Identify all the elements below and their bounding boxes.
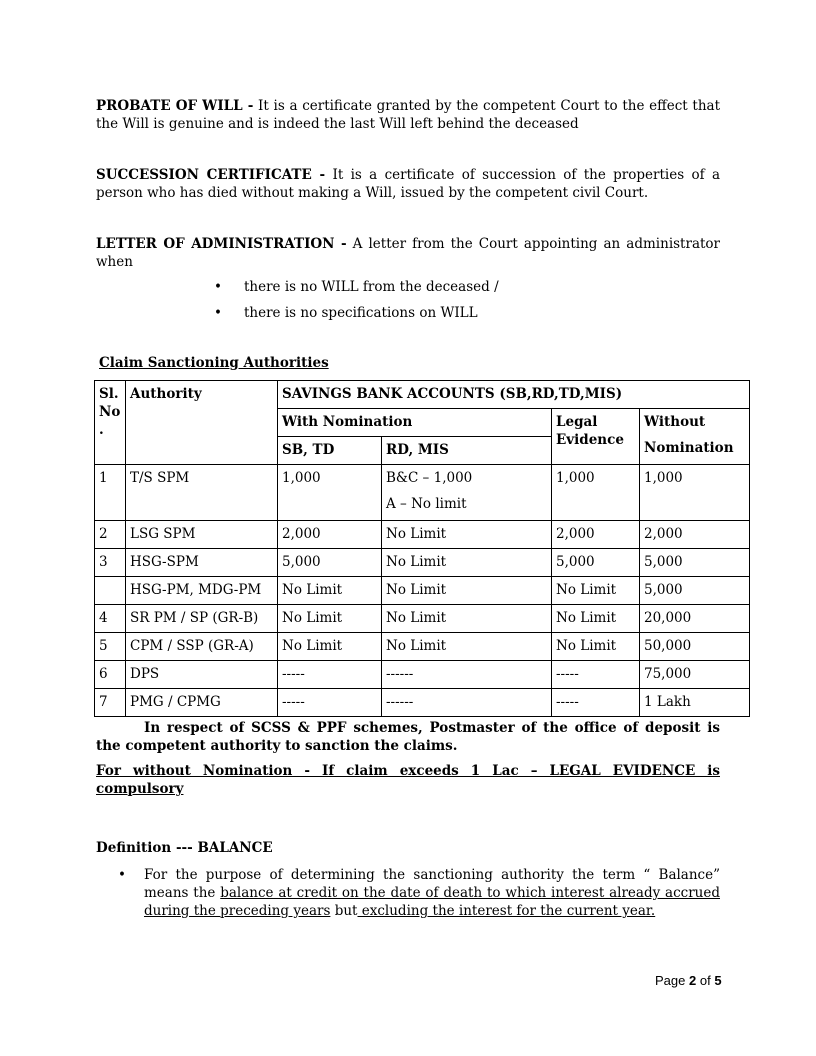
header-savings-group: SAVINGS BANK ACCOUNTS (SB,RD,TD,MIS) [278, 381, 750, 409]
cell-legal: 1,000 [552, 465, 640, 521]
cell-authority: T/S SPM [126, 465, 278, 521]
cell-sl: 2 [95, 521, 126, 549]
cell-authority: HSG-PM, MDG-PM [126, 577, 278, 605]
cell-sl: 3 [95, 549, 126, 577]
cell-without: 75,000 [640, 661, 750, 689]
header-sl-no: Sl. No . [95, 381, 126, 465]
cell-without: 1 Lakh [640, 689, 750, 717]
scss-ppf-note: In respect of SCSS & PPF schemes, Postmaster of the office of deposit is the competent authority to sanction the claims. [96, 720, 720, 754]
cell-authority: CPM / SSP (GR-A) [126, 633, 278, 661]
table-row [95, 549, 750, 577]
cell-sb-td: 2,000 [278, 521, 382, 549]
header-sb-td: SB, TD [278, 437, 382, 465]
cell-rd-mis: B&C – 1,000 A – No limit [382, 465, 552, 521]
without-nomination-note: For without Nomination - If claim exceeds 1 Lac – LEGAL EVIDENCE is compulsory [96, 763, 720, 797]
cell-sb-td: No Limit [278, 577, 382, 605]
cell-sl: 6 [95, 661, 126, 689]
definition-text: For the purpose of determining the sanctioning authority the term “ Balance” means the balance at credit on the date of death to which interest already accrued during the preceding years but excluding the interest for the current year. [144, 867, 720, 919]
table-row [95, 465, 750, 521]
cell-rd-mis: No Limit [382, 633, 552, 661]
cell-rd-mis: No Limit [382, 549, 552, 577]
header-rd-mis: RD, MIS [382, 437, 552, 465]
cell-legal: ----- [552, 661, 640, 689]
cell-without: 5,000 [640, 549, 750, 577]
cell-authority: LSG SPM [126, 521, 278, 549]
cell-authority: HSG-SPM [126, 549, 278, 577]
administration-bullet-2: • there is no specifications on WILL [214, 305, 478, 321]
cell-legal: No Limit [552, 605, 640, 633]
administration-term: LETTER OF ADMINISTRATION - [96, 236, 347, 252]
cell-legal: No Limit [552, 633, 640, 661]
bullet-icon: • [118, 867, 126, 883]
administration-paragraph [96, 235, 720, 271]
cell-sb-td: No Limit [278, 605, 382, 633]
administration-text: A letter from the Court appointing an administrator when [96, 236, 720, 270]
table-row [95, 661, 750, 689]
cell-sb-td: ----- [278, 661, 382, 689]
cell-rd-mis: ------ [382, 661, 552, 689]
probate-term: PROBATE OF WILL - [96, 98, 254, 114]
bullet-icon: • [214, 305, 222, 321]
administration-bullet-1: • there is no WILL from the deceased / [214, 279, 499, 295]
cell-rd-mis: No Limit [382, 577, 552, 605]
cell-legal: 5,000 [552, 549, 640, 577]
cell-sl: 4 [95, 605, 126, 633]
cell-authority: PMG / CPMG [126, 689, 278, 717]
cell-sb-td: 5,000 [278, 549, 382, 577]
header-without-nomination: Without Nomination [640, 409, 750, 465]
cell-sl: 5 [95, 633, 126, 661]
header-authority: Authority [126, 381, 278, 465]
table-row [95, 521, 750, 549]
succession-paragraph [96, 166, 720, 202]
cell-without: 1,000 [640, 465, 750, 521]
cell-sl: 7 [95, 689, 126, 717]
cell-without: 20,000 [640, 605, 750, 633]
table-header-row-1 [95, 381, 750, 409]
cell-legal: ----- [552, 689, 640, 717]
probate-text: It is a certificate granted by the competent Court to the effect that the Will is genuine and is indeed the last Will left behind the deceased [96, 98, 720, 132]
cell-without: 2,000 [640, 521, 750, 549]
claims-table [94, 380, 750, 717]
cell-sb-td: No Limit [278, 633, 382, 661]
cell-rd-mis: No Limit [382, 521, 552, 549]
cell-authority: DPS [126, 661, 278, 689]
cell-sb-td: 1,000 [278, 465, 382, 521]
succession-term: SUCCESSION CERTIFICATE - [96, 167, 326, 183]
cell-rd-mis: ------ [382, 689, 552, 717]
cell-legal: 2,000 [552, 521, 640, 549]
table-caption: Claim Sanctioning Authorities [99, 355, 329, 371]
succession-text: It is a certificate of succession of the properties of a person who has died without making a Will, issued by the competent civil Court. [96, 167, 721, 201]
cell-sb-td: ----- [278, 689, 382, 717]
header-with-nomination: With Nomination [278, 409, 552, 437]
header-legal-evidence: Legal Evidence [552, 409, 640, 465]
cell-legal: No Limit [552, 577, 640, 605]
table-row [95, 605, 750, 633]
definition-heading: Definition --- BALANCE [96, 840, 273, 856]
table-row [95, 633, 750, 661]
table-row [95, 689, 750, 717]
cell-sl [95, 577, 126, 605]
cell-rd-mis: No Limit [382, 605, 552, 633]
cell-without: 5,000 [640, 577, 750, 605]
page-number: Page 2 of 5 [655, 973, 722, 988]
cell-sl: 1 [95, 465, 126, 521]
probate-paragraph [96, 97, 720, 133]
cell-without: 50,000 [640, 633, 750, 661]
bullet-icon: • [214, 279, 222, 295]
cell-authority: SR PM / SP (GR-B) [126, 605, 278, 633]
table-row [95, 577, 750, 605]
